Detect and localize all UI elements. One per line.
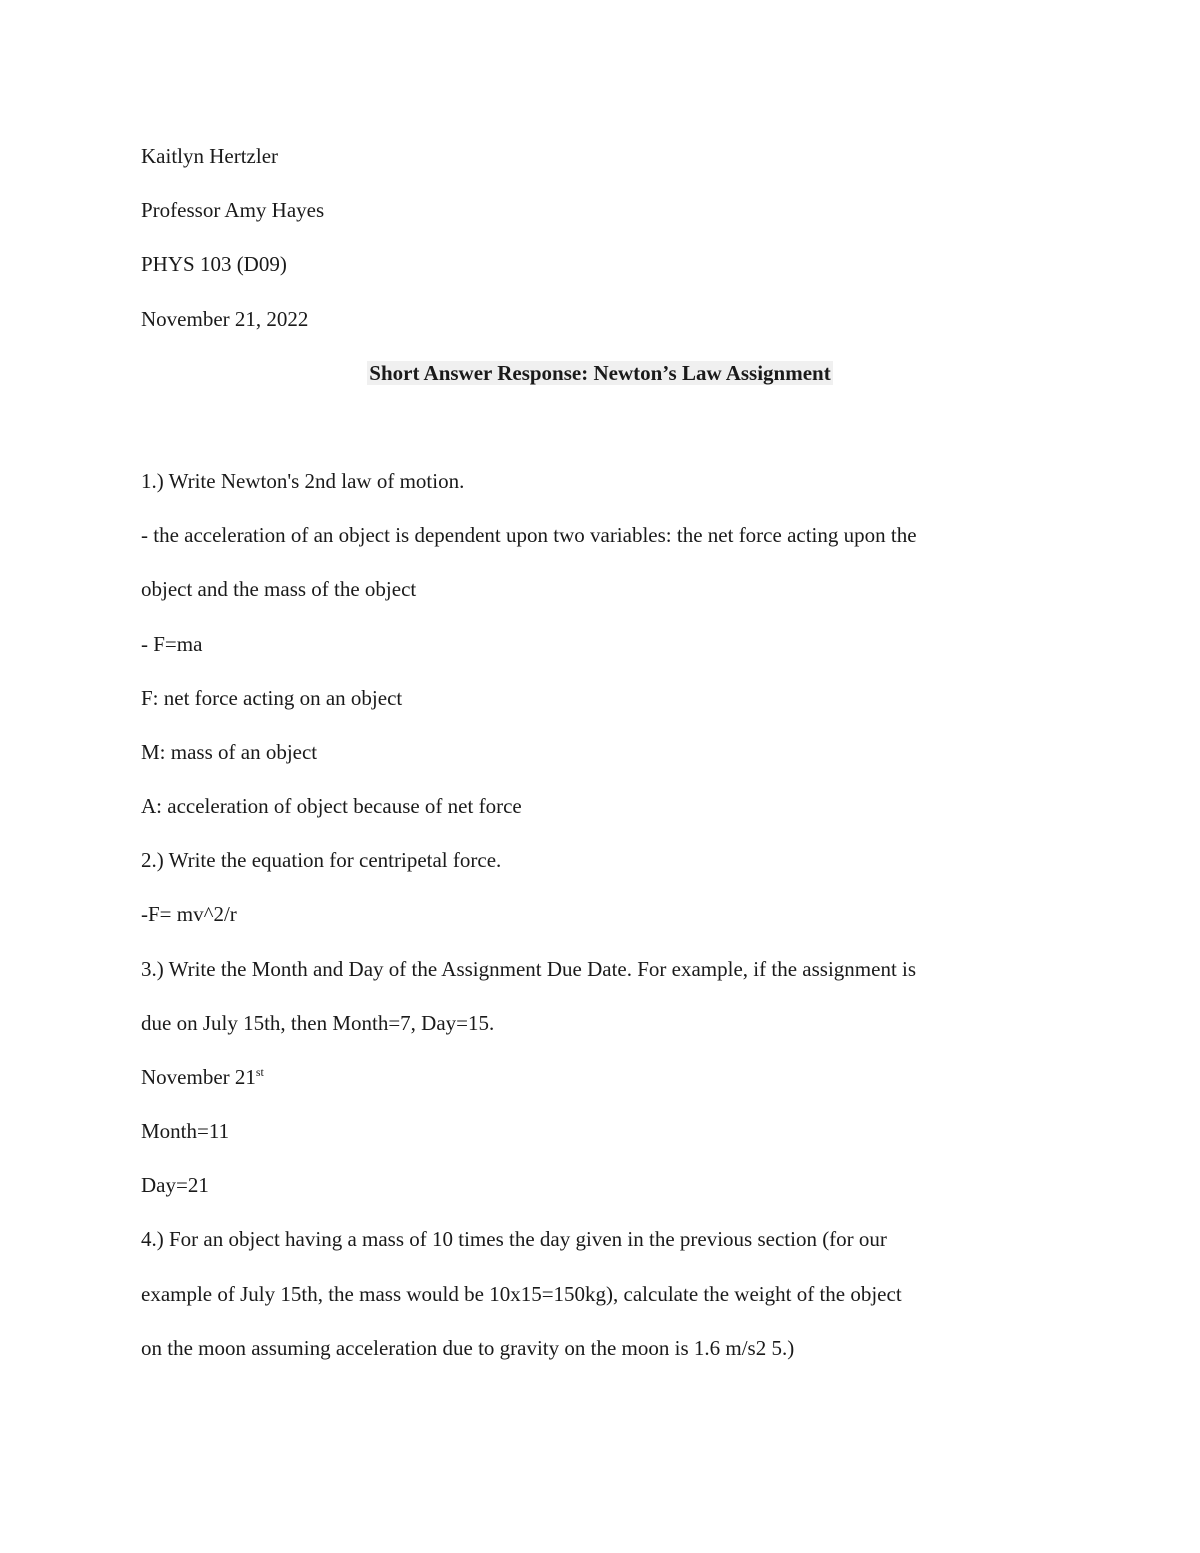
- definition-f: F: net force acting on an object: [141, 686, 403, 710]
- answer-1-formula: - F=ma: [141, 632, 203, 656]
- definition-m: M: mass of an object: [141, 740, 318, 764]
- question-4-line-3: on the moon assuming acceleration due to gravity on the moon is 1.6 m/s2 5.): [141, 1336, 795, 1360]
- question-4-line-1: 4.) For an object having a mass of 10 times the day given in the previous section (for our: [141, 1227, 887, 1251]
- question-2: 2.) Write the equation for centripetal force.: [141, 848, 502, 872]
- document-title: [0, 361, 1200, 385]
- answer-3-date: [141, 1065, 264, 1089]
- question-1: 1.) Write Newton's 2nd law of motion.: [141, 469, 465, 493]
- answer-2: -F= mv^2/r: [141, 902, 237, 926]
- question-4-line-2: example of July 15th, the mass would be 10x15=150kg), calculate the weight of the object: [141, 1282, 902, 1306]
- answer-3-day: Day=21: [141, 1173, 209, 1197]
- student-name: Kaitlyn Hertzler: [141, 144, 279, 168]
- submission-date: November 21, 2022: [141, 307, 309, 331]
- answer-3-date-suffix: st: [255, 1065, 264, 1079]
- answer-1-line-2: object and the mass of the object: [141, 577, 417, 601]
- definition-a: A: acceleration of object because of net force: [141, 794, 522, 818]
- document-title-text: Short Answer Response: Newton’s Law Assignment: [369, 361, 831, 385]
- professor-name: Professor Amy Hayes: [141, 198, 325, 222]
- answer-3-date-text: November 21: [141, 1065, 256, 1089]
- question-3-line-1: 3.) Write the Month and Day of the Assignment Due Date. For example, if the assignment is: [141, 957, 917, 981]
- question-3-line-2: due on July 15th, then Month=7, Day=15.: [141, 1011, 495, 1035]
- answer-1-line-1: - the acceleration of an object is dependent upon two variables: the net force acting upon the: [141, 523, 917, 547]
- course-code: PHYS 103 (D09): [141, 252, 287, 276]
- answer-3-month: Month=11: [141, 1119, 230, 1143]
